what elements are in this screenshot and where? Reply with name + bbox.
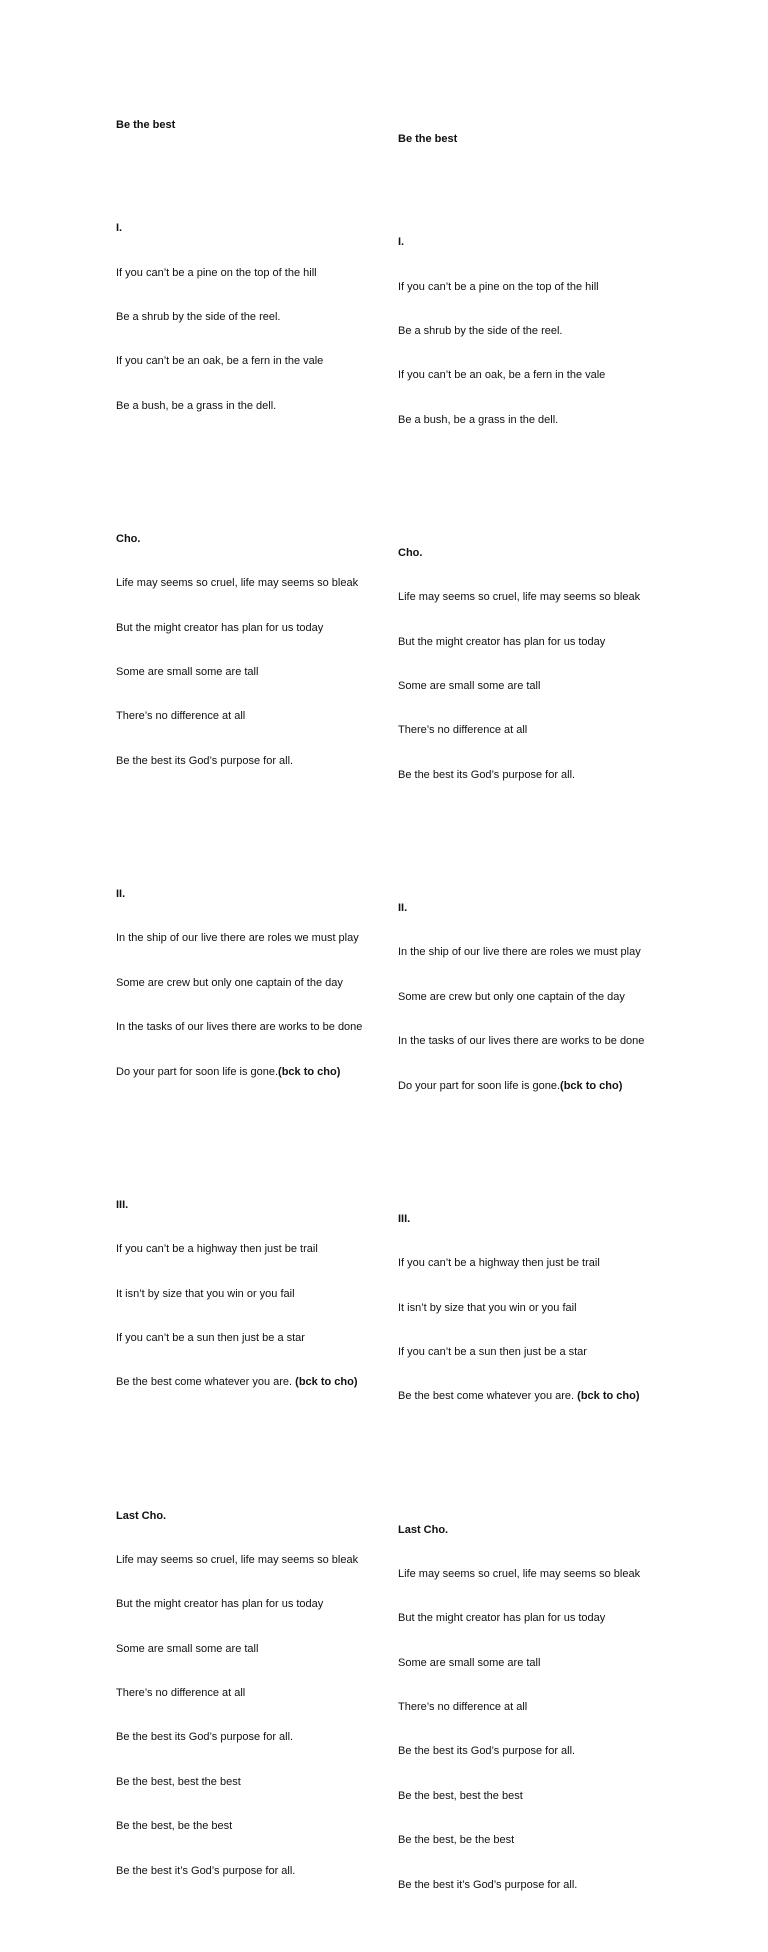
lyric-line: In the ship of our live there are roles we must play	[398, 946, 641, 959]
lyric-line: Life may seems so cruel, life may seems so bleak	[116, 1553, 359, 1566]
lyric-line: In the tasks of our lives there are works to be done	[116, 1021, 363, 1034]
lyric-line: There’s no difference at all	[398, 1701, 528, 1714]
stanza-verse-1	[116, 192, 378, 444]
lyric-line: Be a shrub by the side of the reel.	[398, 324, 563, 337]
lyric-line	[398, 1079, 660, 1094]
stanza-heading: III.	[116, 1198, 129, 1211]
stanza-verse-3	[116, 1168, 378, 1420]
stanza-heading: Cho.	[116, 532, 141, 545]
lyric-text: Do your part for soon life is gone.	[116, 1065, 279, 1078]
lyric-line: If you can’t be a sun then just be a star	[116, 1331, 305, 1344]
stanza-heading: Last Cho.	[116, 1509, 167, 1522]
stanza-heading: Last Cho.	[398, 1523, 449, 1536]
stanza-verse-2	[398, 871, 660, 1123]
stanza-heading: III.	[398, 1212, 411, 1225]
stanza-verse-3	[398, 1182, 660, 1434]
lyric-line: If you can’t be an oak, be a fern in the vale	[116, 355, 324, 368]
lyric-line: If you can’t be a pine on the top of the hill	[398, 280, 599, 293]
lyric-line: If you can’t be a sun then just be a star	[398, 1345, 587, 1358]
lyric-line: Be a bush, be a grass in the dell.	[116, 399, 277, 412]
lyric-text: Be the best come whatever you are.	[116, 1376, 296, 1389]
stanza-heading: I.	[398, 236, 405, 249]
lyric-line: Life may seems so cruel, life may seems so bleak	[116, 577, 359, 590]
lyric-line: Be the best its God’s purpose for all.	[398, 1745, 576, 1758]
lyric-line: Be the best, best the best	[116, 1775, 241, 1788]
lyric-line: There’s no difference at all	[116, 710, 246, 723]
back-to-chorus-note: (bck to cho)	[577, 1390, 640, 1403]
lyric-line: Be the best, be the best	[398, 1834, 515, 1847]
lyric-line: Some are crew but only one captain of the day	[116, 976, 343, 989]
lyric-line: But the might creator has plan for us today	[398, 1612, 606, 1625]
stanza-chorus	[116, 502, 378, 798]
lyric-line: But the might creator has plan for us today	[398, 635, 606, 648]
lyrics-column-left	[116, 88, 378, 1938]
back-to-chorus-note: (bck to cho)	[295, 1376, 358, 1389]
stanza-heading: II.	[398, 902, 408, 915]
lyric-line	[116, 1065, 378, 1080]
lyric-line: Be the best, be the best	[116, 1820, 233, 1833]
stanza-heading: Cho.	[398, 546, 423, 559]
lyric-line: If you can’t be an oak, be a fern in the vale	[398, 369, 606, 382]
lyric-line: Some are small some are tall	[398, 680, 541, 693]
lyric-line: Some are small some are tall	[398, 1656, 541, 1669]
lyric-line	[116, 1375, 378, 1390]
lyric-line: Be the best its God’s purpose for all.	[398, 768, 576, 781]
lyric-line: Some are small some are tall	[116, 666, 259, 679]
stanza-verse-1	[398, 206, 660, 458]
lyric-line: It isn’t by size that you win or you fail	[116, 1287, 295, 1300]
lyric-text: Be the best come whatever you are.	[398, 1390, 578, 1403]
stanza-heading: I.	[116, 222, 123, 235]
lyric-line: If you can’t be a highway then just be trail	[116, 1243, 318, 1256]
back-to-chorus-note: (bck to cho)	[278, 1065, 341, 1078]
lyric-line: There’s no difference at all	[116, 1687, 246, 1700]
lyric-line: Life may seems so cruel, life may seems so bleak	[398, 591, 641, 604]
lyric-line: Be the best it’s God’s purpose for all.	[398, 1878, 578, 1891]
lyric-line: But the might creator has plan for us today	[116, 1598, 324, 1611]
lyric-line: Some are small some are tall	[116, 1642, 259, 1655]
lyric-line: Life may seems so cruel, life may seems so bleak	[398, 1567, 641, 1580]
stanza-last-chorus	[398, 1493, 660, 1922]
lyric-line: Be a bush, be a grass in the dell.	[398, 413, 559, 426]
lyric-line: If you can’t be a highway then just be trail	[398, 1257, 600, 1270]
lyric-text: Do your part for soon life is gone.	[398, 1079, 561, 1092]
back-to-chorus-note: (bck to cho)	[560, 1079, 623, 1092]
lyric-line: There’s no difference at all	[398, 724, 528, 737]
stanza-verse-2	[116, 857, 378, 1109]
lyric-line: If you can’t be a pine on the top of the hill	[116, 266, 317, 279]
song-title: Be the best	[116, 118, 176, 131]
lyric-line: Be the best its God’s purpose for all.	[116, 754, 294, 767]
lyric-line: In the ship of our live there are roles we must play	[116, 932, 359, 945]
lyric-line: It isn’t by size that you win or you fail	[398, 1301, 577, 1314]
stanza-chorus	[398, 516, 660, 812]
song-title: Be the best	[398, 132, 458, 145]
lyric-line: Be the best its God’s purpose for all.	[116, 1731, 294, 1744]
lyric-line: But the might creator has plan for us today	[116, 621, 324, 634]
lyric-line: Some are crew but only one captain of the day	[398, 990, 625, 1003]
lyric-line: Be the best, best the best	[398, 1789, 523, 1802]
stanza-heading: II.	[116, 888, 126, 901]
lyric-line: In the tasks of our lives there are works to be done	[398, 1035, 645, 1048]
lyric-line	[398, 1389, 660, 1404]
lyric-line: Be a shrub by the side of the reel.	[116, 310, 281, 323]
lyric-line: Be the best it’s God’s purpose for all.	[116, 1864, 296, 1877]
stanza-last-chorus	[116, 1479, 378, 1908]
lyrics-column-right	[398, 102, 660, 1952]
